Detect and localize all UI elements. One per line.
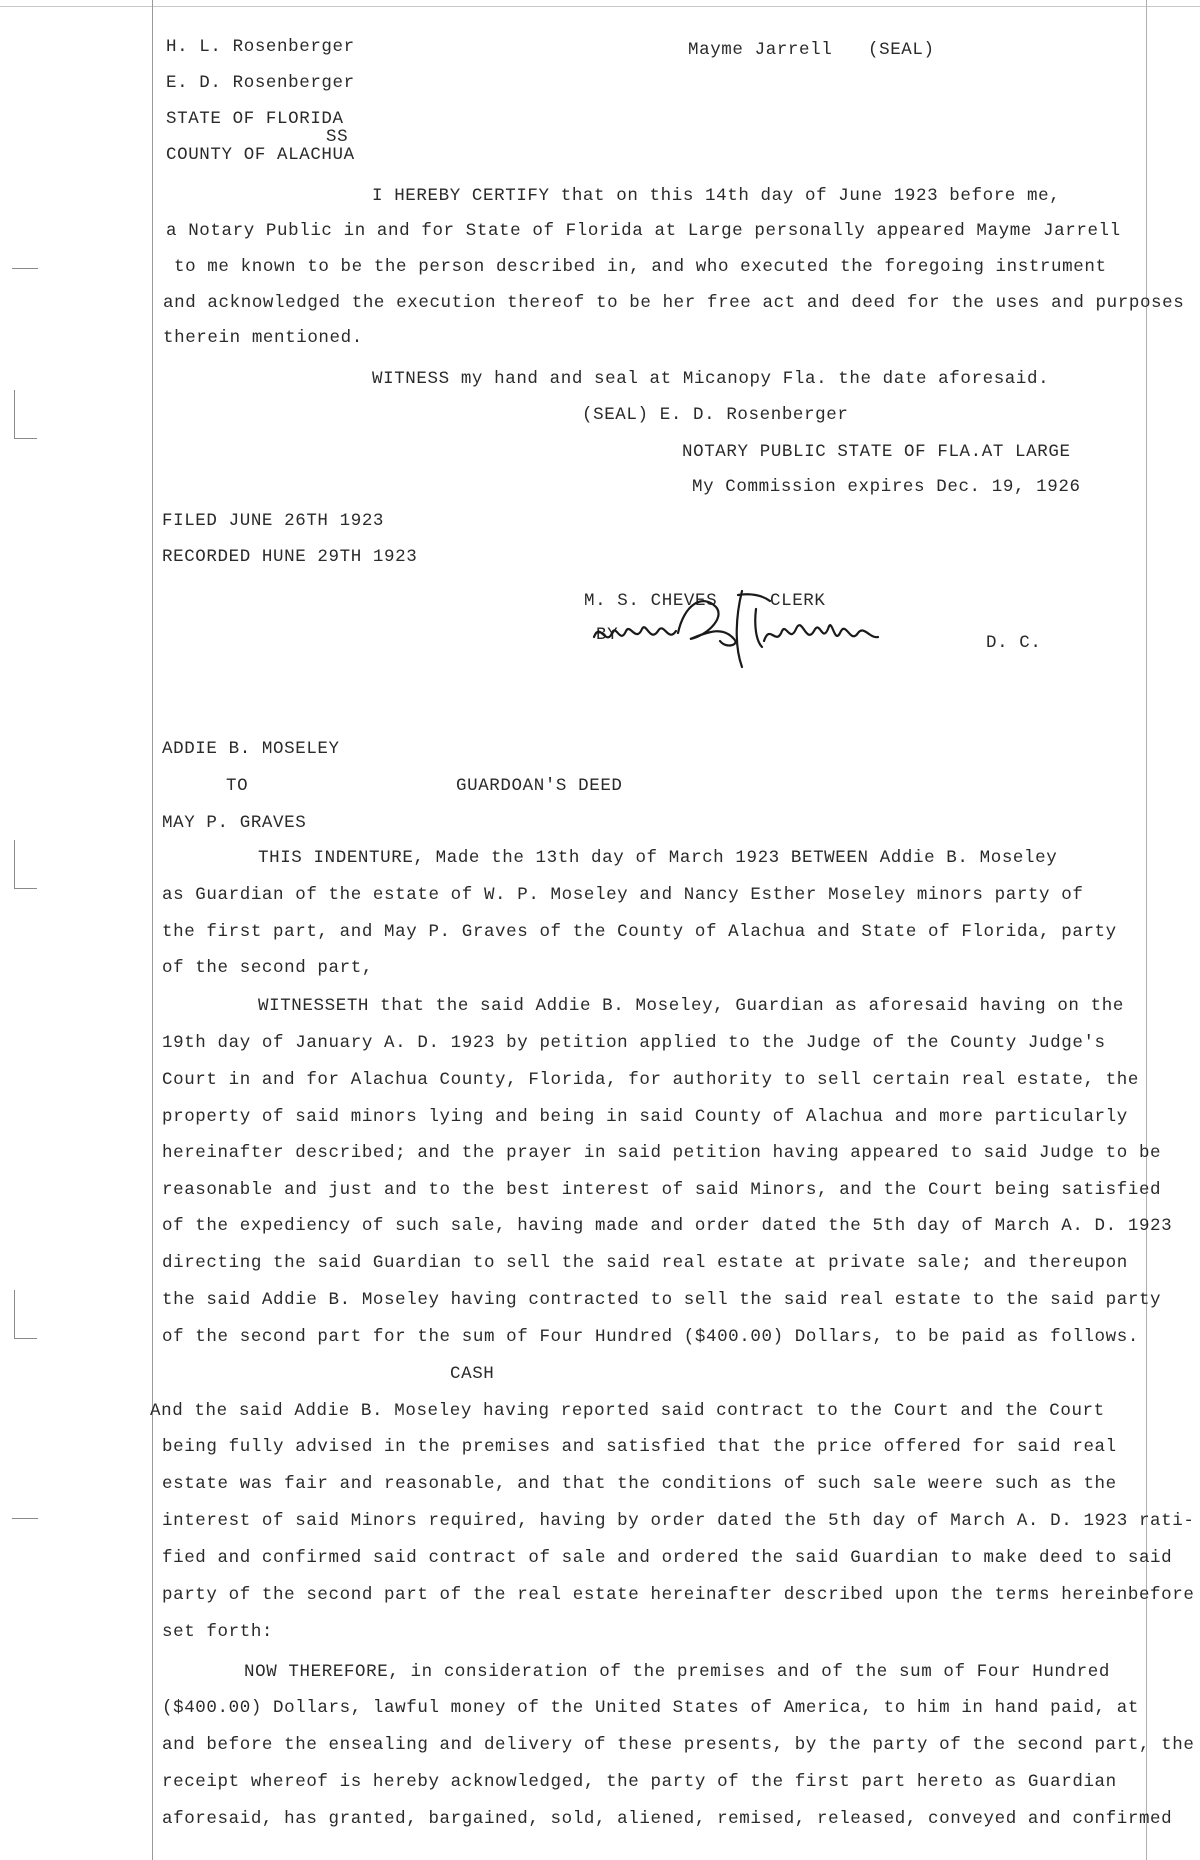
deed-body-line: of the expediency of such sale, having made and order dated the 5th day of March A. D. 1923 (162, 1216, 1173, 1236)
deed-title: GUARDOAN'S DEED (456, 776, 623, 796)
payment-terms: CASH (450, 1364, 495, 1384)
deed-body-line: WITNESSETH that the said Addie B. Moseley, Guardian as aforesaid having on the (258, 996, 1124, 1016)
margin-bracket (14, 390, 37, 439)
clerk-name: M. S. CHEVES (584, 591, 718, 611)
margin-mark (12, 268, 38, 269)
deed-body-line: as Guardian of the estate of W. P. Moseley and Nancy Esther Moseley minors party of (162, 885, 1084, 905)
deed-body-line: the first part, and May P. Graves of the County of Alachua and State of Florida, party (162, 922, 1117, 942)
deed-body-line: aforesaid, has granted, bargained, sold, aliened, remised, released, conveyed and confirmed (162, 1809, 1173, 1829)
deed-body-line: receipt whereof is hereby acknowledged, the party of the first part hereto as Guardian (162, 1772, 1117, 1792)
deed-body-line: of the second part for the sum of Four Hundred ($400.00) Dollars, to be paid as follows. (162, 1327, 1139, 1347)
witness-signer-2: E. D. Rosenberger (166, 73, 355, 93)
venue-county: COUNTY OF ALACHUA (166, 145, 355, 165)
deed-body-line: the said Addie B. Moseley having contracted to sell the said real estate to the said party (162, 1290, 1162, 1310)
notary-commission: My Commission expires Dec. 19, 1926 (692, 477, 1081, 497)
by-label: BY (596, 625, 619, 645)
deed-grantor: ADDIE B. MOSELEY (162, 739, 340, 759)
deed-body-line: party of the second part of the real estate hereinafter described upon the terms hereinbefore (162, 1585, 1195, 1605)
ack-line: a Notary Public in and for State of Florida at Large personally appeared Mayme Jarrell (166, 221, 1121, 241)
deed-body-line: interest of said Minors required, having by order dated the 5th day of March A. D. 1923 rati- (162, 1511, 1195, 1531)
notary-title: NOTARY PUBLIC STATE OF FLA.AT LARGE (682, 442, 1071, 462)
deputy-clerk-label: D. C. (986, 633, 1042, 653)
venue-state: STATE OF FLORIDA (166, 109, 344, 129)
deed-body-line: set forth: (162, 1622, 274, 1642)
margin-bracket (14, 1290, 37, 1339)
deed-body-line: and before the ensealing and delivery of these presents, by the party of the second part, the (162, 1735, 1195, 1755)
deed-body-line: hereinafter described; and the prayer in said petition having appeared to said Judge to be (162, 1143, 1162, 1163)
deed-to: TO (226, 776, 249, 796)
recorded-date: RECORDED HUNE 29TH 1923 (162, 547, 418, 567)
witness-signer-1: H. L. Rosenberger (166, 37, 355, 57)
deed-body-line: And the said Addie B. Moseley having reported said contract to the Court and the Court (150, 1401, 1105, 1421)
deed-body-line: 19th day of January A. D. 1923 by petition applied to the Judge of the County Judge's (162, 1033, 1106, 1053)
left-margin-rule (152, 0, 153, 1860)
handwritten-signature (566, 585, 896, 670)
grantor-signature-line: Mayme Jarrell (688, 40, 833, 60)
deed-grantee: MAY P. GRAVES (162, 813, 307, 833)
deed-body-line: reasonable and just and to the best interest of said Minors, and the Court being satisfied (162, 1180, 1162, 1200)
top-rule (0, 6, 1200, 7)
clerk-title: CLERK (770, 591, 826, 611)
ack-witness-line: WITNESS my hand and seal at Micanopy Fla. the date aforesaid. (372, 369, 1050, 389)
deed-body-line: estate was fair and reasonable, and that the conditions of such sale weere such as the (162, 1474, 1117, 1494)
grantor-seal: (SEAL) (868, 40, 935, 60)
ack-line: I HEREBY CERTIFY that on this 14th day of June 1923 before me, (372, 186, 1061, 206)
deed-body-line: property of said minors lying and being in said County of Alachua and more particularly (162, 1107, 1128, 1127)
ack-line: therein mentioned. (163, 328, 363, 348)
deed-body-line: THIS INDENTURE, Made the 13th day of March 1923 BETWEEN Addie B. Moseley (258, 848, 1058, 868)
venue-ss: SS (326, 127, 349, 147)
deed-body-line: ($400.00) Dollars, lawful money of the United States of America, to him in hand paid, at (162, 1698, 1139, 1718)
deed-body-line: being fully advised in the premises and satisfied that the price offered for said real (162, 1437, 1117, 1457)
deed-body-line: fied and confirmed said contract of sale and ordered the said Guardian to make deed to said (162, 1548, 1173, 1568)
margin-bracket (14, 840, 37, 889)
deed-body-line: of the second part, (162, 958, 373, 978)
margin-mark (12, 1518, 38, 1519)
right-margin-rule (1146, 0, 1147, 1860)
notary-seal-line: (SEAL) E. D. Rosenberger (582, 405, 849, 425)
deed-body-line: directing the said Guardian to sell the said real estate at private sale; and thereupon (162, 1253, 1128, 1273)
deputy-clerk-signature (566, 585, 896, 670)
deed-body-line: NOW THEREFORE, in consideration of the premises and of the sum of Four Hundred (244, 1662, 1110, 1682)
ack-line: to me known to be the person described in, and who executed the foregoing instrument (174, 257, 1107, 277)
filed-date: FILED JUNE 26TH 1923 (162, 511, 385, 531)
ack-line: and acknowledged the execution thereof to be her free act and deed for the uses and purposes (163, 293, 1185, 313)
deed-body-line: Court in and for Alachua County, Florida, for authority to sell certain real estate, the (162, 1070, 1139, 1090)
